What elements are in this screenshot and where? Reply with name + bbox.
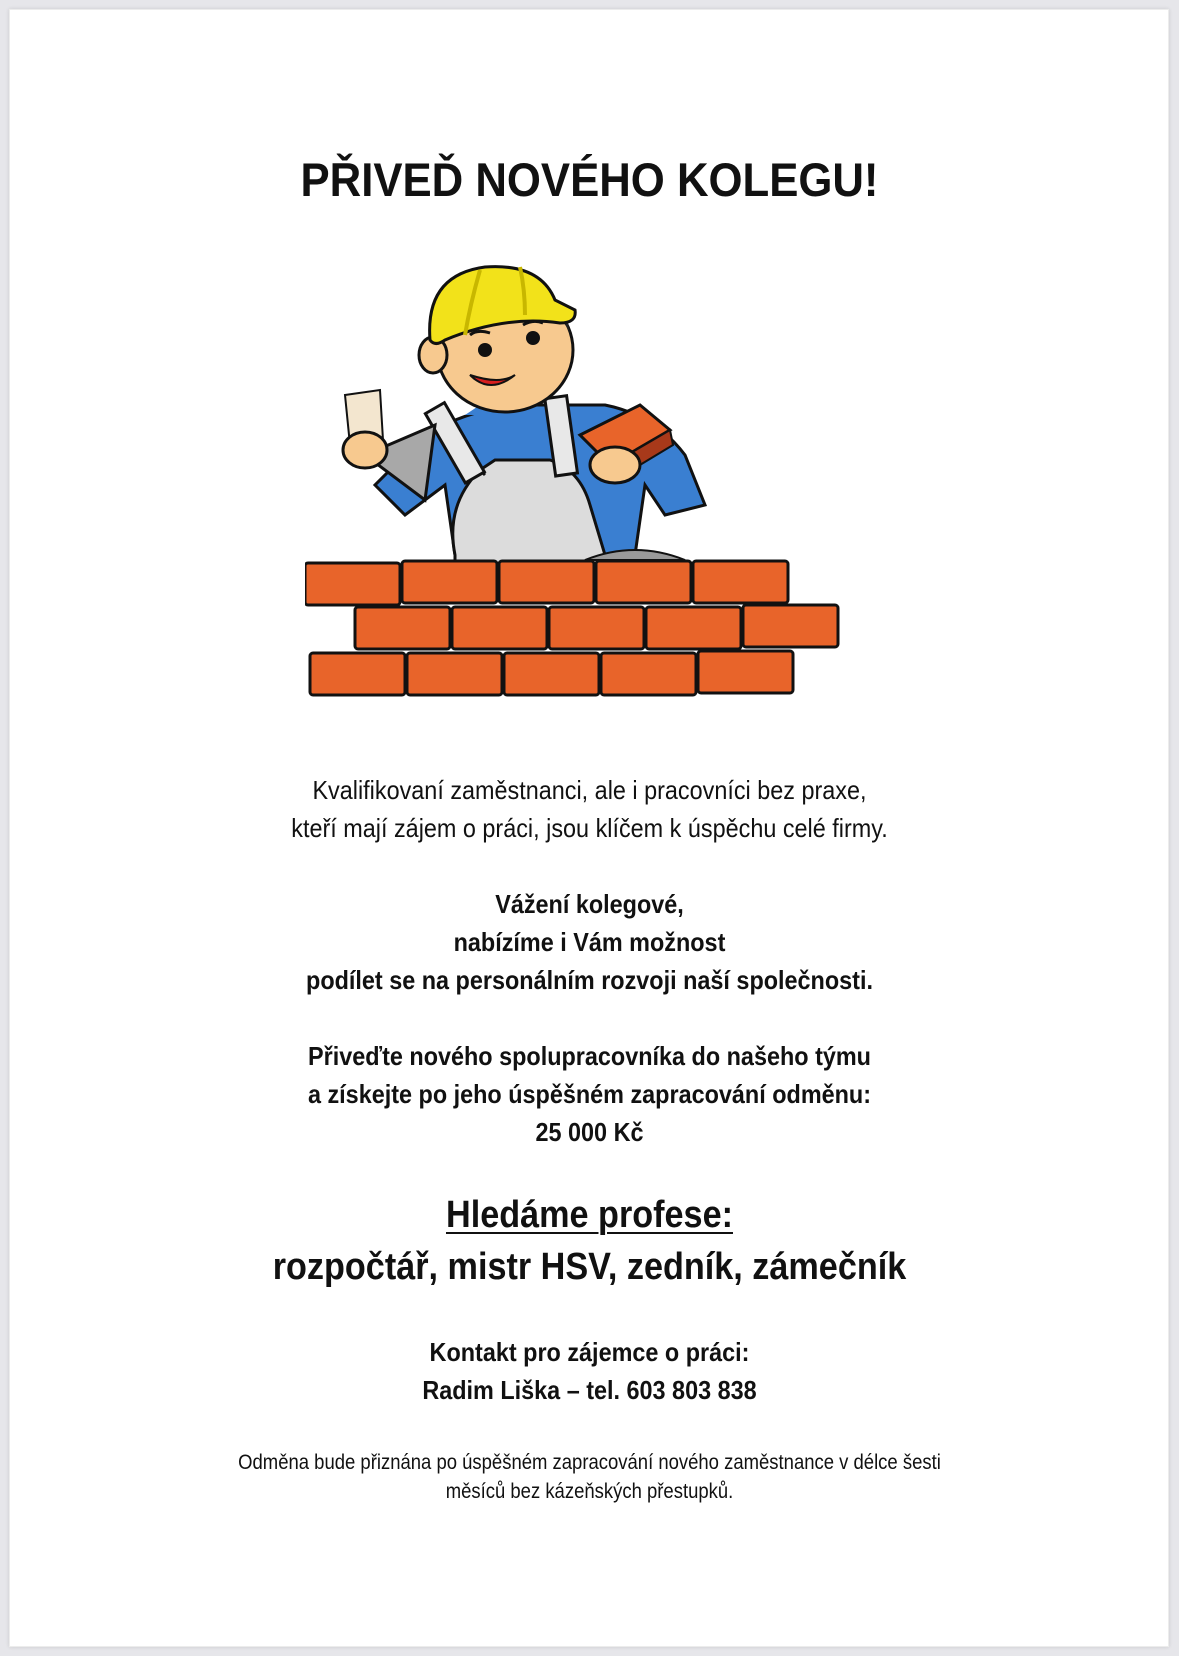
professions-heading — [59, 1194, 1120, 1237]
worker-figure — [343, 267, 705, 567]
footnote-line-2: měsíců bez kázeňských přestupků. — [445, 1480, 734, 1503]
brick-wall — [305, 561, 838, 695]
greeting-line-2: nabízíme i Vám možnost — [453, 927, 726, 957]
contact-heading: Kontakt pro zájemce o práci: — [429, 1337, 750, 1367]
intro-line-1: Kvalifikovaní zaměstnanci, ale i pracovníci bez praxe, — [312, 775, 867, 805]
contact-person: Radim Liška – tel. 603 803 838 — [422, 1375, 757, 1405]
greeting-line-1: Vážení kolegové, — [495, 889, 684, 919]
reward-amount: 25 000 Kč — [535, 1117, 644, 1147]
bricklayer-illustration — [305, 255, 880, 730]
footnote-line-1: Odměna bude přiznána po úspěšném zapracování nového zaměstnance v délce šesti — [238, 1451, 941, 1474]
offer-line-2: a získejte po jeho úspěšném zapracování odměnu: — [307, 1079, 872, 1109]
professions-heading-text: Hledáme profese: — [445, 1194, 733, 1236]
greeting-line-3: podílet se na personálním rozvoji naší společnosti. — [306, 965, 873, 995]
page-title: PŘIVEĎ NOVÉHO KOLEGU! — [300, 153, 879, 206]
professions-list: rozpočtář, mistr HSV, zedník, zámečník — [272, 1246, 907, 1288]
intro-line-2: kteří mají zájem o práci, jsou klíčem k úspěchu celé firmy. — [291, 813, 888, 843]
offer-line-1: Přiveďte nového spolupracovníka do našeho týmu — [308, 1041, 871, 1071]
